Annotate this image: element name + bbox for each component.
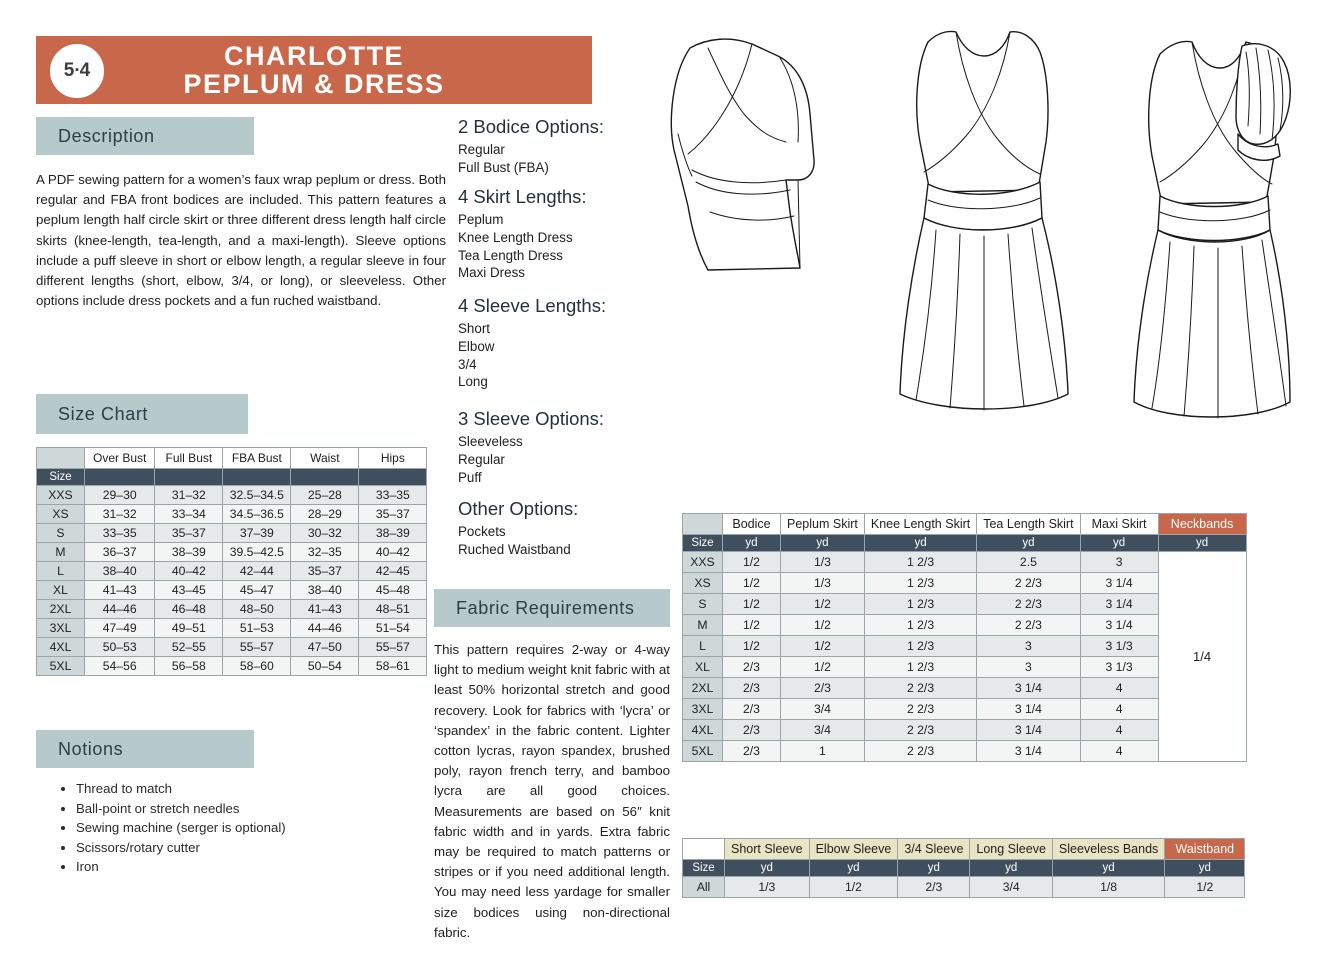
row-size-label: XXS	[683, 552, 723, 573]
cell: 38–40	[85, 562, 155, 581]
size-chart-unit-blank	[85, 469, 155, 486]
option-item: Regular	[458, 451, 505, 467]
cell: 3 1/4	[977, 720, 1080, 741]
cell: 3	[977, 636, 1080, 657]
row-size-label: XL	[683, 657, 723, 678]
cell: 40–42	[359, 543, 427, 562]
cell: 4	[1080, 678, 1158, 699]
cell: 38–39	[155, 543, 223, 562]
cell: 1 2/3	[864, 594, 976, 615]
cell: 1/8	[1052, 877, 1164, 898]
cell: 2 2/3	[864, 699, 976, 720]
option-heading: Other Options:	[458, 498, 579, 519]
cell: 3 1/3	[1080, 657, 1158, 678]
cell: 34.5–36.5	[223, 505, 291, 524]
cell: 54–56	[85, 657, 155, 676]
cell: 48–51	[359, 600, 427, 619]
cell: 1 2/3	[864, 615, 976, 636]
cell: 1 2/3	[864, 552, 976, 573]
cell: 2 2/3	[864, 678, 976, 699]
yardage-unit: yd	[1080, 535, 1158, 552]
option-heading: 3 Sleeve Options:	[458, 408, 605, 429]
cell: 3/4	[970, 877, 1053, 898]
cell: 1/3	[725, 877, 810, 898]
yardage-col-5: Maxi Skirt	[1080, 514, 1158, 535]
option-group-skirt-lengths	[458, 186, 587, 282]
option-item: Sleeveless	[458, 434, 523, 449]
table-row	[683, 877, 1245, 898]
page-title	[183, 42, 444, 99]
cell: 1/2	[723, 615, 781, 636]
cell: 33–34	[155, 505, 223, 524]
cell: 44–46	[291, 619, 359, 638]
cell: 38–39	[359, 524, 427, 543]
cell: 3	[1080, 552, 1158, 573]
header-banner	[36, 36, 592, 104]
option-group-sleeve-lengths	[458, 295, 606, 391]
sleeve-col-6: Waistband	[1165, 839, 1245, 860]
cell: 33–35	[85, 524, 155, 543]
size-chart-unit-blank	[223, 469, 291, 486]
cell: 46–48	[155, 600, 223, 619]
cell: 39.5–42.5	[223, 543, 291, 562]
row-size-label: 4XL	[683, 720, 723, 741]
illustration-dress-sleeveless	[850, 22, 1080, 442]
cell: 35–37	[359, 505, 427, 524]
row-size-label: XL	[37, 581, 85, 600]
option-item: Full Bust (FBA)	[458, 159, 549, 175]
sleeve-col-0	[683, 839, 725, 860]
cell: 2.5	[977, 552, 1080, 573]
yardage-unit: yd	[723, 535, 781, 552]
cell: 41–43	[291, 600, 359, 619]
cell: 1	[781, 741, 865, 762]
size-chart-unit-blank	[291, 469, 359, 486]
option-item: Ruched Waistband	[458, 541, 571, 557]
cell: 4	[1080, 720, 1158, 741]
cell: 52–55	[155, 638, 223, 657]
row-size-label: S	[683, 594, 723, 615]
row-size-label: M	[683, 615, 723, 636]
cell: 1/2	[723, 573, 781, 594]
row-size-label: 2XL	[37, 600, 85, 619]
option-item: Puff	[458, 469, 482, 485]
section-heading-notions: Notions	[36, 730, 254, 768]
section-heading-fabric: Fabric Requirements	[434, 589, 670, 627]
section-heading-size-chart: Size Chart	[36, 394, 248, 434]
row-size-label: L	[37, 562, 85, 581]
sleeve-unit: yd	[1052, 860, 1164, 877]
cell: 3 1/4	[977, 678, 1080, 699]
sleeve-yardage-table	[682, 838, 1245, 898]
size-chart-col-4: Waist	[291, 448, 359, 469]
sleeve-unit: yd	[725, 860, 810, 877]
neckband-value: 1/4	[1158, 552, 1246, 762]
sleeve-unit: yd	[809, 860, 898, 877]
cell: 37–39	[223, 524, 291, 543]
cell: 1/2	[723, 552, 781, 573]
table-row	[37, 600, 427, 619]
table-unit-row	[37, 469, 427, 486]
cell: 2/3	[723, 699, 781, 720]
list-item: • Scissors/rotary cutter	[76, 839, 384, 857]
sleeve-unit: yd	[1165, 860, 1245, 877]
cell: 3 1/4	[1080, 573, 1158, 594]
option-item: Short	[458, 321, 491, 336]
table-row	[37, 562, 427, 581]
yardage-col-1: Bodice	[723, 514, 781, 535]
cell: 43–45	[155, 581, 223, 600]
description-text: A PDF sewing pattern for a women’s faux wrap peplum or dress. Both regular and FBA front bodices are included. This pattern features a peplum length half circle skirt or three different dress length half circle skirts (knee-length, tea-length, and a maxi-length). Sleeve options include a puff sleeve in short or elbow length, a regular sleeve in four different lengths (short, elbow, 3/4, or long), or sleeveless. Other options include dress pockets and a fun ruched waistband.	[36, 172, 446, 309]
cell: 50–53	[85, 638, 155, 657]
section-heading-description: Description	[36, 117, 254, 155]
yardage-col-0	[683, 514, 723, 535]
fabric-requirements-text: This pattern requires 2-way or 4-way light to medium weight knit fabric with at least 50% horizontal stretch and good recovery. Look for fabrics with ‘lycra’ or ‘spandex’ in the fabric content. Lighter cotton lycras, rayon spandex, brushed poly, rayon french terry, and bamboo lycra are all good choices. Measurements are based on 56″ knit fabric width and in yards. Extra fabric may be required to match patterns or stripes or if you need additional length. You may need less yardage for smaller size bodices using non-directional fabric.	[434, 642, 670, 940]
cell: 1/3	[781, 552, 865, 573]
option-item: Peplum	[458, 212, 504, 227]
title-line-2: PEPLUM & DRESS	[183, 69, 445, 99]
table-unit-row	[683, 860, 1245, 877]
size-chart-unit-label: Size	[37, 469, 85, 486]
cell: 1 2/3	[864, 657, 976, 678]
cell: 33–35	[359, 486, 427, 505]
sleeve-unit-label: Size	[683, 860, 725, 877]
row-size-label: L	[683, 636, 723, 657]
cell: 31–32	[155, 486, 223, 505]
cell: 1/2	[809, 877, 898, 898]
cell: 45–47	[223, 581, 291, 600]
illustration-peplum-top	[648, 30, 838, 290]
option-item: Maxi Dress	[458, 265, 525, 281]
cell: 29–30	[85, 486, 155, 505]
row-size-label: 5XL	[683, 741, 723, 762]
sleeve-col-5: Sleeveless Bands	[1052, 839, 1164, 860]
cell: 1/2	[723, 594, 781, 615]
table-row	[37, 486, 427, 505]
size-chart-col-2: Full Bust	[155, 448, 223, 469]
cell: 50–54	[291, 657, 359, 676]
row-size-label: M	[37, 543, 85, 562]
option-item: Elbow	[458, 338, 495, 354]
sleeve-col-4: Long Sleeve	[970, 839, 1053, 860]
cell: 58–60	[223, 657, 291, 676]
cell: 47–49	[85, 619, 155, 638]
cell: 31–32	[85, 505, 155, 524]
cell: 3	[977, 657, 1080, 678]
cell: 40–42	[155, 562, 223, 581]
cell: 4	[1080, 741, 1158, 762]
cell: 1/2	[781, 615, 865, 636]
table-row	[37, 524, 427, 543]
cell: 3 1/4	[1080, 594, 1158, 615]
size-chart-col-3: FBA Bust	[223, 448, 291, 469]
yardage-col-3: Knee Length Skirt	[864, 514, 976, 535]
cell: 3 1/4	[977, 741, 1080, 762]
cell: 3 1/4	[977, 699, 1080, 720]
cell: 1/2	[723, 636, 781, 657]
cell: 2/3	[723, 741, 781, 762]
cell: 2/3	[723, 678, 781, 699]
cell: 42–45	[359, 562, 427, 581]
list-item: • Iron	[76, 858, 384, 876]
yardage-chart-table	[682, 513, 1247, 762]
option-item: Regular	[458, 142, 505, 157]
size-chart-col-1: Over Bust	[85, 448, 155, 469]
cell: 4	[1080, 699, 1158, 720]
option-heading: 2 Bodice Options:	[458, 116, 605, 137]
table-unit-row	[683, 535, 1247, 552]
cell: 2/3	[723, 720, 781, 741]
cell: 2 2/3	[864, 741, 976, 762]
cell: 32–35	[291, 543, 359, 562]
option-group-sleeve-options	[458, 408, 604, 486]
table-row	[683, 552, 1247, 573]
cell: 3 1/3	[1080, 636, 1158, 657]
yardage-col-4: Tea Length Skirt	[977, 514, 1080, 535]
title-line-1: CHARLOTTE	[224, 40, 404, 71]
cell: 3/4	[781, 720, 865, 741]
cell: 36–37	[85, 543, 155, 562]
yardage-col-2: Peplum Skirt	[781, 514, 865, 535]
illustration-dress-puff-sleeve	[1090, 30, 1300, 450]
table-row	[37, 543, 427, 562]
cell: 1/2	[1165, 877, 1245, 898]
yardage-unit: yd	[1158, 535, 1246, 552]
sleeve-col-1: Short Sleeve	[725, 839, 810, 860]
cell: 2 2/3	[977, 573, 1080, 594]
cell: 25–28	[291, 486, 359, 505]
cell: 55–57	[223, 638, 291, 657]
cell: 1/3	[781, 573, 865, 594]
table-row	[37, 619, 427, 638]
cell: 2/3	[898, 877, 970, 898]
cell: 1/2	[781, 636, 865, 657]
option-item: Pockets	[458, 524, 506, 539]
row-size-label: S	[37, 524, 85, 543]
cell: 58–61	[359, 657, 427, 676]
cell: 48–50	[223, 600, 291, 619]
row-size-label: XS	[37, 505, 85, 524]
cell: 2 2/3	[977, 615, 1080, 636]
cell: 2 2/3	[864, 720, 976, 741]
option-heading: 4 Skirt Lengths:	[458, 186, 587, 207]
cell: 1 2/3	[864, 573, 976, 594]
cell: 3 1/4	[1080, 615, 1158, 636]
list-item: • Sewing machine (serger is optional)	[76, 819, 384, 837]
sleeve-unit: yd	[898, 860, 970, 877]
option-item: Knee Length Dress	[458, 229, 573, 245]
row-size-label: 5XL	[37, 657, 85, 676]
cell: 30–32	[291, 524, 359, 543]
cell: 32.5–34.5	[223, 486, 291, 505]
cell: 55–57	[359, 638, 427, 657]
cell: 45–48	[359, 581, 427, 600]
row-size-label: XXS	[37, 486, 85, 505]
cell: 3/4	[781, 699, 865, 720]
option-group-other	[458, 498, 578, 559]
list-item: • Thread to match	[76, 780, 384, 798]
size-chart-col-0	[37, 448, 85, 469]
row-size-label: XS	[683, 573, 723, 594]
cell: 51–53	[223, 619, 291, 638]
cell: 35–37	[291, 562, 359, 581]
cell: 51–54	[359, 619, 427, 638]
row-size-label: All	[683, 877, 725, 898]
cell: 42–44	[223, 562, 291, 581]
sleeve-unit: yd	[970, 860, 1053, 877]
cell: 2/3	[781, 678, 865, 699]
cell: 38–40	[291, 581, 359, 600]
yardage-unit-label: Size	[683, 535, 723, 552]
notions-list	[54, 778, 384, 878]
yardage-unit: yd	[977, 535, 1080, 552]
table-header-row	[683, 514, 1247, 535]
option-group-bodice	[458, 116, 604, 177]
table-row	[37, 638, 427, 657]
size-chart-table	[36, 447, 427, 676]
cell: 1 2/3	[864, 636, 976, 657]
sleeve-col-3: 3/4 Sleeve	[898, 839, 970, 860]
table-row	[37, 657, 427, 676]
cell: 47–50	[291, 638, 359, 657]
row-size-label: 4XL	[37, 638, 85, 657]
table-row	[37, 581, 427, 600]
table-row	[37, 505, 427, 524]
cell: 2 2/3	[977, 594, 1080, 615]
sleeve-col-2: Elbow Sleeve	[809, 839, 898, 860]
cell: 35–37	[155, 524, 223, 543]
size-chart-col-5: Hips	[359, 448, 427, 469]
option-heading: 4 Sleeve Lengths:	[458, 295, 607, 316]
row-size-label: 3XL	[683, 699, 723, 720]
table-header-row	[37, 448, 427, 469]
option-item: Long	[458, 374, 488, 390]
table-header-row	[683, 839, 1245, 860]
list-item: • Ball-point or stretch needles	[76, 800, 384, 818]
size-chart-unit-blank	[155, 469, 223, 486]
cell: 41–43	[85, 581, 155, 600]
yardage-col-6: Neckbands	[1158, 514, 1246, 535]
cell: 44–46	[85, 600, 155, 619]
row-size-label: 3XL	[37, 619, 85, 638]
cell: 1/2	[781, 594, 865, 615]
cell: 28–29	[291, 505, 359, 524]
yardage-unit: yd	[781, 535, 865, 552]
yardage-unit: yd	[864, 535, 976, 552]
cell: 49–51	[155, 619, 223, 638]
cell: 1/2	[781, 657, 865, 678]
option-item: Tea Length Dress	[458, 247, 563, 263]
cell: 56–58	[155, 657, 223, 676]
row-size-label: 2XL	[683, 678, 723, 699]
brand-logo: 5∙4	[48, 42, 106, 100]
size-chart-unit-blank	[359, 469, 427, 486]
option-item: 3/4	[458, 356, 477, 372]
cell: 2/3	[723, 657, 781, 678]
